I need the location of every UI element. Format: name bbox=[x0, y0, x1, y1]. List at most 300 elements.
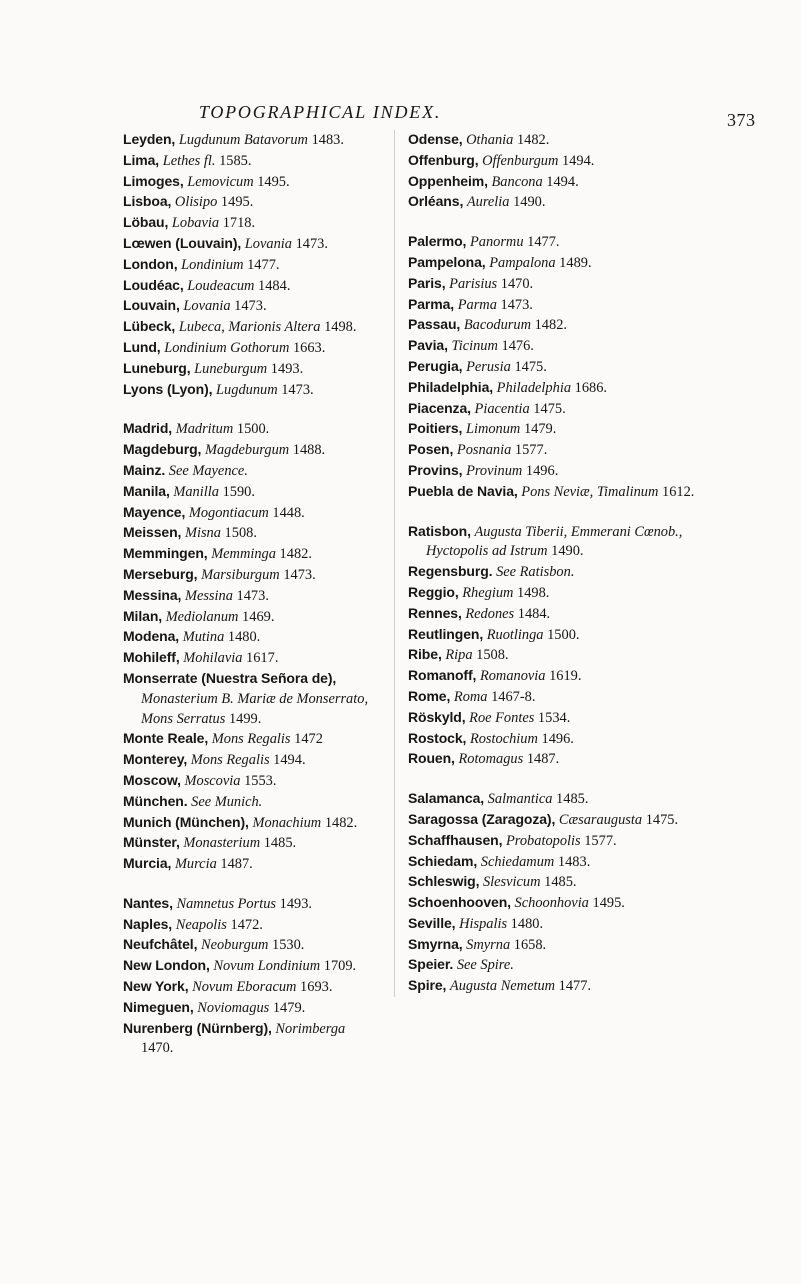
place-name: Rouen, bbox=[408, 750, 455, 767]
place-name: Mainz. bbox=[123, 461, 166, 478]
index-entry bbox=[408, 253, 698, 274]
printing-year: 1494. bbox=[546, 173, 579, 190]
latin-name: Monachium bbox=[252, 814, 322, 831]
latin-name: Loudeacum bbox=[187, 277, 255, 294]
latin-name: Romanovia bbox=[479, 668, 546, 685]
place-name: Passau, bbox=[408, 316, 461, 333]
place-name: Löbau, bbox=[123, 214, 169, 231]
place-name: Naples, bbox=[123, 915, 173, 932]
index-entry bbox=[408, 151, 698, 172]
printing-year: 1473. bbox=[234, 298, 267, 315]
index-entry bbox=[408, 872, 698, 893]
printing-year: 1709. bbox=[323, 958, 357, 975]
printing-year: 1472 bbox=[294, 731, 323, 748]
printing-year: 1577. bbox=[584, 832, 617, 849]
latin-name: Memminga bbox=[211, 546, 276, 563]
index-entry bbox=[123, 192, 380, 213]
latin-name: Londinium bbox=[181, 256, 244, 273]
place-name: Reutlingen, bbox=[408, 625, 484, 642]
latin-name: Monasterium B. Mariæ de Monserrato, Mons Serratus bbox=[141, 690, 369, 727]
index-entry bbox=[123, 544, 380, 565]
place-name: Neufchâtel, bbox=[123, 936, 198, 953]
place-name: Regensburg. bbox=[408, 563, 493, 580]
latin-name: Bancona bbox=[491, 173, 543, 190]
printing-year: 1470. bbox=[500, 275, 534, 292]
place-name: Rome, bbox=[408, 687, 451, 704]
index-entry bbox=[123, 440, 380, 461]
index-letter-group bbox=[123, 894, 380, 1059]
place-name: Manila, bbox=[123, 482, 170, 499]
right-index-column bbox=[394, 130, 698, 997]
place-name: Memmingen, bbox=[123, 545, 208, 562]
place-name: Modena, bbox=[123, 628, 180, 645]
latin-name: Madritum bbox=[175, 421, 234, 438]
latin-name: Augusta Tiberii, Emmerani Cœnob., Hyctopolis ad Istrum bbox=[426, 523, 683, 560]
index-entry bbox=[123, 586, 380, 607]
index-entry bbox=[123, 380, 380, 401]
place-name: Saragossa (Zaragoza), bbox=[408, 810, 556, 827]
page-number: 373 bbox=[727, 110, 756, 130]
printing-year: 1585. bbox=[219, 152, 252, 169]
index-entry bbox=[408, 399, 698, 420]
printing-year: 1485. bbox=[263, 835, 297, 852]
printing-year: 1470. bbox=[141, 1040, 174, 1057]
index-entry bbox=[123, 792, 380, 813]
printing-year: 1493. bbox=[270, 360, 304, 377]
latin-name: Schoonhovia bbox=[514, 895, 589, 912]
place-name: Meissen, bbox=[123, 524, 182, 541]
place-name: Messina, bbox=[123, 586, 182, 603]
index-entry bbox=[408, 336, 698, 357]
latin-name: Novum Londinium bbox=[213, 958, 321, 975]
index-entry bbox=[408, 831, 698, 852]
printing-year: 1485. bbox=[556, 791, 589, 808]
index-entry bbox=[408, 232, 698, 253]
printing-year: 1686. bbox=[574, 379, 608, 396]
printing-year: 1483. bbox=[311, 132, 344, 148]
place-name: Monserrate (Nuestra Señora de), bbox=[123, 669, 337, 686]
index-letter-group bbox=[123, 130, 380, 400]
index-entry bbox=[123, 1019, 380, 1060]
place-name: Orléans, bbox=[408, 193, 464, 210]
index-entry bbox=[123, 172, 380, 193]
latin-name: Noviomagus bbox=[197, 999, 270, 1016]
place-name: Magdeburg, bbox=[123, 441, 202, 458]
latin-name: Rhegium bbox=[462, 584, 514, 601]
latin-name: Parisius bbox=[449, 275, 498, 292]
index-entry bbox=[123, 669, 380, 729]
place-name: Madrid, bbox=[123, 420, 173, 437]
latin-name: Posnania bbox=[456, 442, 512, 459]
printing-year: 1483. bbox=[557, 853, 591, 870]
printing-year: 1493. bbox=[279, 895, 313, 912]
printing-year: 1490. bbox=[551, 543, 584, 560]
place-name: Murcia, bbox=[123, 855, 172, 872]
index-entry bbox=[123, 503, 380, 524]
place-name: Schaffhausen, bbox=[408, 831, 503, 848]
printing-year: 1500. bbox=[547, 626, 580, 643]
index-entry bbox=[123, 607, 380, 628]
printing-year: 1479. bbox=[523, 421, 557, 438]
index-entry bbox=[123, 359, 380, 380]
latin-name: Limonum bbox=[465, 421, 521, 438]
index-letter-group bbox=[408, 232, 698, 502]
place-name: Rostock, bbox=[408, 729, 467, 746]
latin-name: Smyrna bbox=[466, 936, 511, 953]
index-entry bbox=[123, 956, 380, 977]
latin-name: Lubeca, Marionis Altera bbox=[178, 319, 321, 336]
index-entry bbox=[123, 523, 380, 544]
place-name: Seville, bbox=[408, 914, 456, 931]
place-name: Offenburg, bbox=[408, 151, 479, 168]
latin-name: Mediolanum bbox=[165, 608, 239, 625]
latin-name: Piacentia bbox=[474, 400, 530, 417]
printing-year: 1617. bbox=[246, 650, 279, 667]
index-entry bbox=[123, 729, 380, 750]
index-entry bbox=[408, 625, 698, 646]
printing-year: 1485. bbox=[544, 874, 577, 891]
place-name: Perugia, bbox=[408, 357, 463, 374]
index-entry bbox=[408, 562, 698, 583]
place-name: Munich (München), bbox=[123, 813, 249, 830]
index-entry bbox=[123, 565, 380, 586]
latin-name: Augusta Nemetum bbox=[449, 978, 556, 995]
place-name: Nurenberg (Nürnberg), bbox=[123, 1019, 272, 1036]
place-name: Posen, bbox=[408, 441, 454, 458]
index-letter-group bbox=[408, 522, 698, 771]
latin-name: Neoburgum bbox=[200, 937, 269, 954]
place-name: Philadelphia, bbox=[408, 378, 494, 395]
printing-year: 1475. bbox=[533, 400, 566, 417]
place-name: Schoenhooven, bbox=[408, 894, 511, 911]
printing-year: 1494. bbox=[561, 152, 595, 169]
printing-year: 1495. bbox=[220, 194, 254, 211]
printing-year: 1508. bbox=[476, 647, 509, 664]
place-name: Odense, bbox=[408, 131, 463, 147]
index-entry bbox=[408, 935, 698, 956]
place-name: Nantes, bbox=[123, 894, 173, 911]
latin-name: Salmantica bbox=[487, 791, 553, 808]
index-entry bbox=[408, 130, 698, 151]
latin-name: See Mayence. bbox=[168, 462, 248, 479]
index-entry bbox=[123, 276, 380, 297]
place-name: Merseburg, bbox=[123, 565, 198, 582]
index-entry bbox=[123, 234, 380, 255]
printing-year: 1484. bbox=[258, 277, 291, 294]
index-entry bbox=[408, 914, 698, 935]
latin-name: Lugdunum Batavorum bbox=[178, 132, 308, 148]
printing-year: 1499. bbox=[228, 710, 262, 727]
latin-name: See Ratisbon. bbox=[496, 564, 575, 581]
index-entry bbox=[408, 461, 698, 482]
index-entry bbox=[408, 810, 698, 831]
latin-name: Lugdunum bbox=[216, 381, 278, 398]
printing-year: 1469. bbox=[242, 608, 275, 625]
index-entry bbox=[408, 522, 698, 563]
index-entry bbox=[408, 295, 698, 316]
page-header: TOPOGRAPHICAL INDEX. bbox=[198, 102, 442, 122]
printing-year: 1590. bbox=[222, 483, 255, 500]
place-name: Pavia, bbox=[408, 337, 448, 354]
index-entry bbox=[408, 378, 698, 399]
latin-name: See Spire. bbox=[456, 957, 514, 974]
index-entry bbox=[408, 687, 698, 708]
latin-name: Moscovia bbox=[184, 772, 241, 789]
place-name: Loudéac, bbox=[123, 276, 184, 293]
place-name: Luneburg, bbox=[123, 359, 191, 376]
index-entry bbox=[123, 935, 380, 956]
latin-name: Ripa bbox=[445, 647, 473, 664]
latin-name: Ruotlinga bbox=[486, 626, 544, 643]
place-name: Parma, bbox=[408, 295, 455, 312]
latin-name: Othania bbox=[466, 132, 514, 148]
printing-year: 1475. bbox=[514, 358, 547, 375]
place-name: Lisboa, bbox=[123, 193, 172, 210]
latin-name: Mutina bbox=[182, 629, 225, 646]
index-entry bbox=[123, 255, 380, 276]
latin-name: Perusia bbox=[466, 358, 511, 375]
index-entry bbox=[408, 955, 698, 976]
place-name: Lübeck, bbox=[123, 318, 176, 335]
index-entry bbox=[408, 357, 698, 378]
latin-name: Pampalona bbox=[489, 254, 556, 271]
printing-year: 1473. bbox=[281, 381, 314, 398]
index-entry bbox=[123, 338, 380, 359]
printing-year: 1467-8. bbox=[491, 688, 536, 705]
place-name: Mayence, bbox=[123, 503, 186, 520]
printing-year: 1553. bbox=[244, 772, 277, 789]
index-letter-group bbox=[123, 419, 380, 875]
index-entry bbox=[408, 419, 698, 440]
printing-year: 1482. bbox=[516, 132, 550, 148]
place-name: London, bbox=[123, 255, 178, 272]
index-entry bbox=[408, 645, 698, 666]
index-entry bbox=[123, 894, 380, 915]
place-name: Lyons (Lyon), bbox=[123, 380, 213, 397]
latin-name: Magdeburgum bbox=[204, 442, 290, 459]
place-name: New York, bbox=[123, 978, 189, 995]
index-entry bbox=[123, 915, 380, 936]
latin-name: Slesvicum bbox=[482, 874, 541, 891]
printing-year: 1495. bbox=[257, 173, 290, 190]
place-name: Limoges, bbox=[123, 172, 184, 189]
index-entry bbox=[408, 789, 698, 810]
printing-year: 1530. bbox=[272, 937, 305, 954]
place-name: München. bbox=[123, 792, 188, 809]
latin-name: Norimberga bbox=[275, 1020, 346, 1037]
place-name: Pampelona, bbox=[408, 253, 486, 270]
printing-year: 1473. bbox=[295, 235, 328, 252]
index-letter-group bbox=[408, 789, 698, 997]
index-entry bbox=[408, 749, 698, 770]
latin-name: Rostochium bbox=[469, 730, 538, 747]
latin-name: Murcia bbox=[174, 856, 217, 873]
printing-year: 1480. bbox=[227, 629, 261, 646]
latin-name: Manilla bbox=[173, 483, 219, 500]
place-name: Schleswig, bbox=[408, 873, 480, 890]
index-entry bbox=[123, 419, 380, 440]
printing-year: 1534. bbox=[537, 709, 571, 726]
latin-name: Roe Fontes bbox=[469, 709, 535, 726]
place-name: Oppenheim, bbox=[408, 172, 488, 189]
index-entry bbox=[123, 482, 380, 503]
place-name: Louvain, bbox=[123, 297, 180, 314]
place-name: Ribe, bbox=[408, 646, 442, 663]
index-entry bbox=[408, 604, 698, 625]
index-entry bbox=[123, 648, 380, 669]
printing-year: 1508. bbox=[224, 525, 257, 542]
latin-name: Marsiburgum bbox=[201, 566, 280, 583]
place-name: Smyrna, bbox=[408, 935, 463, 952]
latin-name: Hispalis bbox=[459, 915, 508, 932]
printing-year: 1473. bbox=[283, 566, 316, 583]
printing-year: 1663. bbox=[292, 339, 326, 356]
place-name: Lund, bbox=[123, 338, 161, 355]
latin-name: Misna bbox=[184, 525, 221, 542]
place-name: Röskyld, bbox=[408, 708, 466, 725]
place-name: Spire, bbox=[408, 977, 447, 994]
printing-year: 1500. bbox=[236, 421, 270, 438]
printing-year: 1619. bbox=[549, 668, 582, 685]
printing-year: 1477. bbox=[558, 978, 592, 995]
latin-name: Rotomagus bbox=[458, 751, 524, 768]
index-entry bbox=[123, 771, 380, 792]
latin-name: Roma bbox=[453, 688, 488, 705]
printing-year: 1489. bbox=[559, 254, 592, 271]
printing-year: 1496. bbox=[525, 462, 559, 479]
latin-name: Namnetus Portus bbox=[176, 895, 277, 912]
place-name: Ratisbon, bbox=[408, 522, 471, 539]
latin-name: Londinium Gothorum bbox=[164, 339, 290, 356]
place-name: Palermo, bbox=[408, 233, 467, 250]
printing-year: 1498. bbox=[324, 319, 357, 336]
latin-name: Probatopolis bbox=[506, 832, 581, 849]
index-entry bbox=[408, 315, 698, 336]
printing-year: 1496. bbox=[541, 730, 574, 747]
latin-name: Ticinum bbox=[451, 338, 498, 355]
place-name: Salamanca, bbox=[408, 790, 485, 807]
index-entry bbox=[408, 852, 698, 873]
place-name: Lœwen (Louvain), bbox=[123, 234, 242, 251]
place-name: Piacenza, bbox=[408, 399, 471, 416]
printing-year: 1490. bbox=[513, 194, 546, 211]
latin-name: See Munich. bbox=[191, 793, 263, 810]
printing-year: 1494. bbox=[273, 752, 306, 769]
latin-name: Olisipo bbox=[174, 194, 218, 211]
place-name: Paris, bbox=[408, 274, 446, 291]
place-name: Schiedam, bbox=[408, 852, 478, 869]
place-name: Provins, bbox=[408, 461, 463, 478]
place-name: Rennes, bbox=[408, 604, 462, 621]
index-entry bbox=[408, 482, 698, 503]
place-name: Puebla de Navia, bbox=[408, 482, 518, 499]
index-entry bbox=[408, 172, 698, 193]
printing-year: 1477. bbox=[527, 234, 560, 251]
printing-year: 1488. bbox=[292, 442, 326, 459]
printing-year: 1475. bbox=[645, 811, 679, 828]
index-entry bbox=[123, 317, 380, 338]
printing-year: 1484. bbox=[517, 605, 551, 622]
printing-year: 1473. bbox=[500, 296, 533, 313]
printing-year: 1476. bbox=[501, 338, 534, 355]
place-name: Mohileff, bbox=[123, 649, 180, 666]
latin-name: Mogontiacum bbox=[188, 504, 269, 521]
index-entry bbox=[408, 729, 698, 750]
left-index-column bbox=[123, 130, 380, 1059]
place-name: Leyden, bbox=[123, 131, 176, 147]
latin-name: Aurelia bbox=[466, 194, 510, 211]
place-name: Monterey, bbox=[123, 751, 188, 768]
latin-name: Provinum bbox=[466, 462, 523, 479]
printing-year: 1472. bbox=[230, 916, 263, 933]
index-entry bbox=[123, 977, 380, 998]
place-name: Lima, bbox=[123, 151, 160, 168]
printing-year: 1482. bbox=[534, 317, 567, 334]
printing-year: 1480. bbox=[510, 915, 544, 932]
index-entry bbox=[123, 833, 380, 854]
index-entry bbox=[123, 151, 380, 172]
printing-year: 1498. bbox=[517, 584, 550, 601]
index-entry bbox=[408, 440, 698, 461]
printing-year: 1693. bbox=[300, 979, 333, 996]
index-entry bbox=[408, 708, 698, 729]
place-name: Reggio, bbox=[408, 583, 459, 600]
latin-name: Parma bbox=[457, 296, 497, 313]
index-entry bbox=[408, 192, 698, 213]
index-entry bbox=[123, 461, 380, 482]
printing-year: 1495. bbox=[592, 895, 625, 912]
latin-name: Monasterium bbox=[183, 835, 261, 852]
printing-year: 1577. bbox=[514, 442, 548, 459]
index-entry bbox=[123, 813, 380, 834]
printing-year: 1487. bbox=[220, 856, 253, 873]
latin-name: Mons Regalis bbox=[211, 731, 291, 748]
printing-year: 1448. bbox=[272, 504, 305, 521]
index-entry bbox=[123, 750, 380, 771]
index-entry bbox=[408, 893, 698, 914]
index-entry bbox=[408, 583, 698, 604]
index-letter-group bbox=[408, 130, 698, 213]
index-entry bbox=[123, 130, 380, 151]
latin-name: Novum Eboracum bbox=[192, 979, 297, 996]
latin-name: Lemovicum bbox=[187, 173, 254, 190]
printing-year: 1612. bbox=[662, 483, 695, 500]
printing-year: 1658. bbox=[513, 936, 547, 953]
latin-name: Mons Regalis bbox=[190, 752, 270, 769]
place-name: Romanoff, bbox=[408, 667, 477, 684]
latin-name: Redones bbox=[465, 605, 515, 622]
place-name: New London, bbox=[123, 957, 210, 974]
index-entry bbox=[408, 274, 698, 295]
latin-name: Lovania bbox=[183, 298, 231, 315]
printing-year: 1473. bbox=[236, 587, 269, 604]
index-entry bbox=[408, 666, 698, 687]
printing-year: 1487. bbox=[526, 751, 560, 768]
place-name: Speier. bbox=[408, 956, 454, 973]
place-name: Münster, bbox=[123, 834, 180, 851]
index-entry bbox=[123, 627, 380, 648]
latin-name: Offenburgum bbox=[482, 152, 559, 169]
printing-year: 1718. bbox=[222, 215, 256, 232]
latin-name: Luneburgum bbox=[194, 360, 268, 377]
printing-year: 1482. bbox=[324, 814, 358, 831]
latin-name: Mohilavia bbox=[183, 650, 243, 667]
place-name: Moscow, bbox=[123, 771, 181, 788]
latin-name: Lethes fl. bbox=[162, 152, 216, 169]
latin-name: Cæsaraugusta bbox=[558, 811, 643, 828]
latin-name: Panormu bbox=[469, 234, 524, 251]
latin-name: Neapolis bbox=[175, 916, 227, 933]
